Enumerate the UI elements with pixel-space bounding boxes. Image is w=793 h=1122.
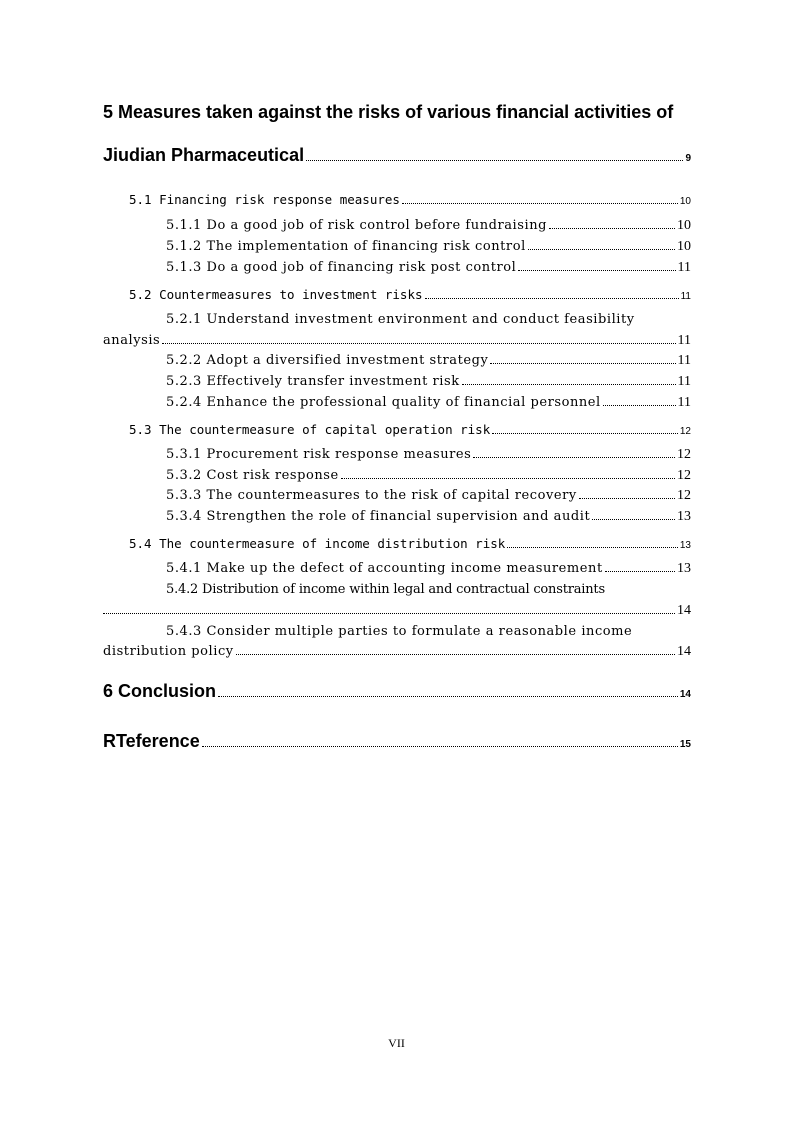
toc-page-number: 12 (677, 468, 691, 483)
toc-entry-title: 5.3.1 Procurement risk response measures (166, 447, 472, 462)
toc-entry-reference[interactable] (103, 731, 691, 752)
toc-page-number: 10 (677, 239, 691, 254)
toc-entry-chapter-5[interactable] (103, 102, 691, 123)
dot-leader (507, 547, 678, 548)
toc-entry-5-3-1[interactable] (166, 447, 691, 463)
toc-entry-title: RTeference (103, 731, 200, 751)
toc-page-number: 11 (677, 333, 691, 348)
toc-entry-title: 5.4 The countermeasure of income distribution risk (129, 536, 506, 551)
toc-entry-title: 5.1 Financing risk response measures (129, 192, 400, 207)
toc-page-number: 10 (677, 218, 691, 233)
toc-entry-title: Jiudian Pharmaceutical (103, 145, 305, 165)
dot-leader (605, 571, 675, 572)
dot-leader (202, 746, 678, 747)
toc-entry-title: 5.4.1 Make up the defect of accounting income measurement (166, 561, 603, 576)
toc-entry-5-3-4[interactable] (166, 509, 691, 525)
toc-page-number: 15 (679, 739, 691, 750)
toc-page-number: 11 (677, 374, 691, 389)
toc-entry-5-4-1[interactable] (166, 561, 691, 577)
toc-page-number: 11 (677, 353, 691, 368)
toc-entry-5-1-3[interactable] (166, 260, 691, 276)
toc-page-number: 10 (679, 196, 691, 207)
dot-leader (218, 696, 678, 697)
toc-page-number: 12 (677, 447, 691, 462)
toc-entry-5-4-2-cont[interactable] (103, 603, 691, 619)
dot-leader (306, 160, 683, 161)
dot-leader (236, 654, 675, 655)
toc-page-number: 13 (677, 509, 691, 524)
toc-entry-5-2-2[interactable] (166, 353, 691, 369)
toc-page-number: 14 (677, 644, 691, 659)
toc-page-number: 12 (677, 488, 691, 503)
toc-entry-title: 5.2.4 Enhance the professional quality of financial personnel (166, 395, 601, 410)
dot-leader (425, 298, 679, 299)
toc-page-number: 13 (679, 540, 691, 551)
toc-page-number: 11 (677, 395, 691, 410)
toc-entry-chapter-5-cont[interactable] (103, 145, 691, 166)
toc-entry-5-3-2[interactable] (166, 468, 691, 484)
dot-leader (341, 478, 675, 479)
toc-entry-title: 5.3.4 Strengthen the role of financial supervision and audit (166, 509, 591, 524)
dot-leader (103, 613, 675, 614)
toc-entry-5-4-2[interactable] (166, 582, 605, 597)
dot-leader (473, 457, 675, 458)
toc-entry-title: 5.1.3 Do a good job of financing risk post control (166, 260, 517, 275)
toc-entry-title: 5.4.2 Distribution of income within legal and contractual constraints (166, 582, 605, 597)
toc-entry-title: 5.2.2 Adopt a diversified investment strategy (166, 353, 489, 368)
toc-entry-5-3-3[interactable] (166, 488, 691, 504)
toc-page-number: 14 (679, 689, 691, 700)
dot-leader (162, 343, 675, 344)
toc-entry-5-1-1[interactable] (166, 218, 691, 234)
toc-entry-title: 5.2 Countermeasures to investment risks (129, 287, 423, 302)
toc-entry-5-2-4[interactable] (166, 395, 691, 411)
dot-leader (603, 405, 676, 406)
dot-leader (549, 228, 675, 229)
toc-entry-title: 5 Measures taken against the risks of various financial activities of (103, 102, 674, 122)
toc-entry-title: 6 Conclusion (103, 681, 217, 701)
toc-page-number: 13 (677, 561, 691, 576)
toc-entry-title: 5.1.1 Do a good job of risk control before fundraising (166, 218, 547, 233)
toc-entry-title: 5.3 The countermeasure of capital operation risk (129, 422, 491, 437)
toc-page-number: 11 (680, 291, 691, 302)
toc-entry-5-1[interactable] (129, 192, 691, 207)
toc-entry-5-4[interactable] (129, 536, 691, 551)
toc-entry-title: analysis (103, 333, 161, 348)
toc-entry-title: 5.2.1 Understand investment environment and conduct feasibility (166, 312, 635, 327)
toc-entry-5-2-3[interactable] (166, 374, 691, 390)
toc-entry-5-1-2[interactable] (166, 239, 691, 255)
dot-leader (579, 498, 675, 499)
toc-entry-title: 5.1.2 The implementation of financing risk control (166, 239, 526, 254)
toc-entry-5-4-3[interactable] (166, 624, 632, 639)
dot-leader (402, 203, 678, 204)
dot-leader (462, 384, 676, 385)
toc-entry-5-2-1[interactable] (166, 312, 635, 327)
toc-entry-title: 5.4.3 Consider multiple parties to formulate a reasonable income (166, 624, 633, 639)
page-footer-number: VII (388, 1036, 405, 1050)
dot-leader (490, 363, 675, 364)
toc-entry-chapter-6[interactable] (103, 681, 691, 702)
toc-entry-title: 5.2.3 Effectively transfer investment risk (166, 374, 460, 389)
dot-leader (528, 249, 675, 250)
dot-leader (592, 519, 675, 520)
toc-entry-title: 5.3.3 The countermeasures to the risk of capital recovery (166, 488, 577, 503)
toc-entry-5-3[interactable] (129, 422, 691, 437)
toc-page-number: 11 (677, 260, 691, 275)
toc-entry-title: distribution policy (103, 644, 234, 659)
toc-entry-5-4-3-cont[interactable] (103, 644, 691, 660)
toc-entry-5-2-1-cont[interactable] (103, 333, 691, 349)
toc-page-number: 14 (677, 603, 691, 618)
toc-page-number: 12 (679, 426, 691, 437)
toc-entry-title: 5.3.2 Cost risk response (166, 468, 339, 483)
toc-page-number: 9 (685, 153, 691, 164)
toc-entry-5-2[interactable] (129, 287, 691, 302)
dot-leader (518, 270, 675, 271)
dot-leader (492, 433, 678, 434)
